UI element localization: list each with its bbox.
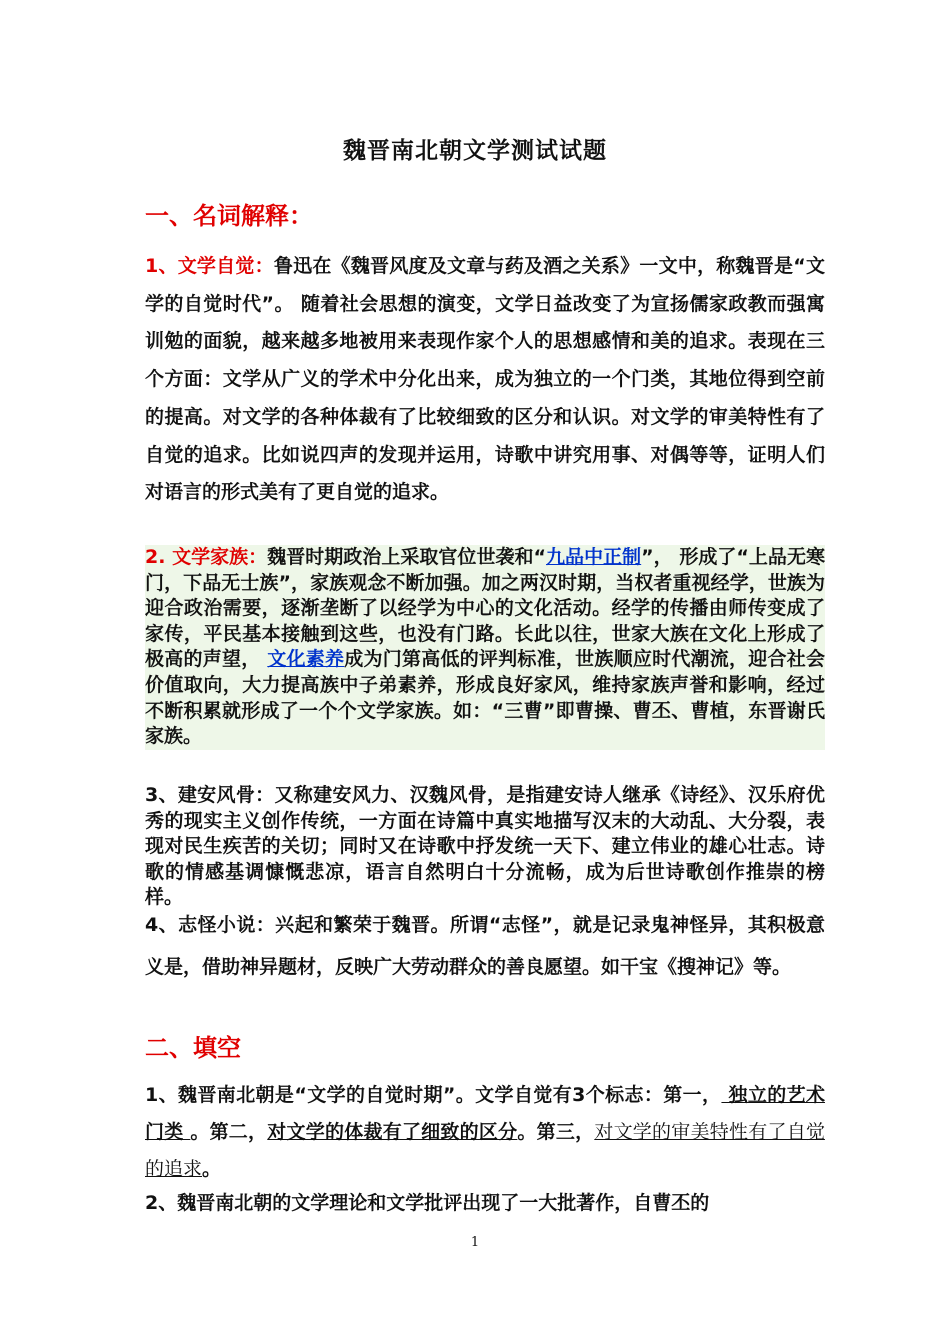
term-jian-an bbox=[145, 783, 825, 911]
answer-blank: 对文学的体裁有了细致的区分 bbox=[267, 1121, 518, 1143]
term-text: 4、志怪小说：兴起和繁荣于魏晋。所谓“志怪”，就是记录鬼神怪异，其积极意义是，借助神异题材，反映广大劳动群众的善良愿望。如干宝《搜神记》等。 bbox=[145, 914, 825, 978]
answer-blank: 对文学的审美特性有了自觉的追求 bbox=[145, 1121, 825, 1180]
answer-blank: 独立的艺术门类 bbox=[145, 1084, 825, 1143]
term-text: ”， 形成了“上品无寒门，下品无士族”，家族观念不断加强。加之两汉时期，当权者重视经学，世族为迎合政治需要，逐渐垄断了以经学为中心的文化活动。经学的传播由师传变成了家传，平民基本接触到这些，也没有门路。长此以往，世家大族在文化上形成了极高的声望， bbox=[145, 546, 825, 671]
question-text: 。第二， bbox=[190, 1121, 268, 1143]
term-text: 魏晋时期政治上采取官位世袭和“ bbox=[267, 546, 547, 568]
question-text: 。第三， bbox=[517, 1121, 595, 1143]
link-culture[interactable]: 文化素养 bbox=[267, 648, 345, 671]
term-text: 鲁迅在《魏晋风度及文章与药及酒之关系》一文中，称魏晋是“文学的自觉时代”。 随着社会思想的演变，文学日益改变了为宣扬儒家政教而强寓训勉的面貌，越来越多地被用来表现作家个人的思想感情和美的追求。表现在三个方面：文学从广义的学术中分化出来，成为独立的一个门类，其地位得到空前的提高。对文学的各种体裁有了比较细致的区分和认识。对文学的审美特性有了自觉的追求。比如说四声的发现并运用，诗歌中讲究用事、对偶等等，证明人们对语言的形式美有了更自觉的追求。 bbox=[145, 255, 825, 504]
section-heading-fill: 二、填空 bbox=[145, 1034, 241, 1062]
link-jiupin[interactable]: 九品中正制 bbox=[546, 546, 642, 568]
term-label: 1、文学自觉： bbox=[145, 255, 274, 277]
page-number: 1 bbox=[470, 1235, 480, 1250]
fill-question-1 bbox=[145, 1077, 825, 1188]
term-text: 成为门第高低的评判标准，世族顺应时代潮流，迎合社会价值取向，大力提高族中子弟素养，形成良好家风，维持家族声誉和影响，经过不断积累就形成了一个个文学家族。如：“三曹”即曹操、曹丕、曹植，东晋谢氏家族。 bbox=[145, 648, 825, 748]
term-literary-consciousness bbox=[145, 248, 825, 512]
term-zhiguai bbox=[145, 904, 825, 988]
page-title: 魏晋南北朝文学测试试题 bbox=[343, 138, 607, 164]
section-heading-terms: 一、名词解释： bbox=[145, 202, 313, 230]
fill-question-2 bbox=[145, 1188, 825, 1218]
term-text: 3、建安风骨：又称建安风力、汉魏风骨，是指建安诗人继承《诗经》、汉乐府优秀的现实主义创作传统，一方面在诗篇中真实地描写汉末的大动乱、大分裂，表现对民生疾苦的关切；同时又在诗歌中抒发统一天下、建立伟业的雄心壮志。诗歌的情感基调慷慨悲凉，语言自然明白十分流畅，成为后世诗歌创作推崇的榜样。 bbox=[145, 784, 825, 909]
term-label: 2. 文学家族： bbox=[145, 546, 268, 568]
question-text: 。 bbox=[202, 1158, 222, 1180]
term-literary-families bbox=[145, 545, 825, 750]
question-text: 1、魏晋南北朝是“文学的自觉时期”。文学自觉有3个标志：第一， bbox=[145, 1084, 722, 1106]
question-text: 2、魏晋南北朝的文学理论和文学批评出现了一大批著作，自曹丕的 bbox=[145, 1192, 710, 1214]
